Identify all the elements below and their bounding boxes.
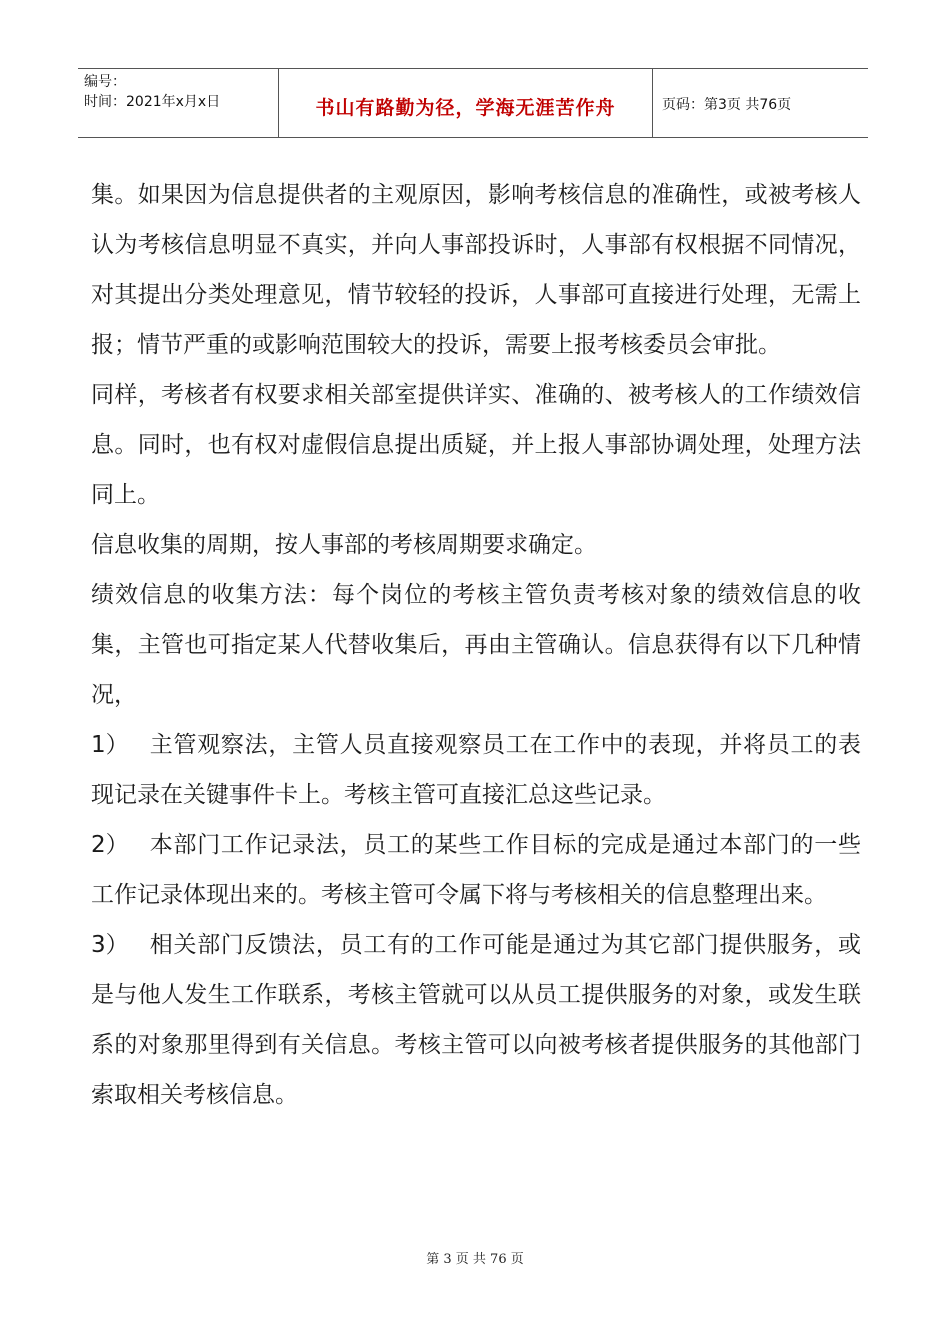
list-item xyxy=(91,820,861,920)
paragraph: 同样，考核者有权要求相关部室提供详实、准确的、被考核人的工作绩效信息。同时，也有权对虚假信息提出质疑，并上报人事部协调处理，处理方法同上。 xyxy=(91,382,861,508)
list-item xyxy=(91,920,861,1120)
header-motto: 书山有路勤为径，学海无涯苦作舟 xyxy=(315,97,616,119)
page-footer: 第 3 页 共 76 页 xyxy=(426,1252,524,1267)
header-page-info: 页码：第3页 共76页 xyxy=(662,97,792,113)
header-motto-cell xyxy=(278,69,653,137)
list-item-number: 2） xyxy=(91,832,129,858)
paragraph: 绩效信息的收集方法：每个岗位的考核主管负责考核对象的绩效信息的收集，主管也可指定某人代替收集后，再由主管确认。信息获得有以下几种情况， xyxy=(91,582,861,708)
document-number-label: 编号： xyxy=(84,74,126,90)
paragraph: 信息收集的周期，按人事部的考核周期要求确定。 xyxy=(91,532,597,558)
page-header xyxy=(78,68,868,138)
list-item-number: 1） xyxy=(91,732,129,758)
list-item-text: 主管观察法，主管人员直接观察员工在工作中的表现，并将员工的表现记录在关键事件卡上。考核主管可直接汇总这些记录。 xyxy=(91,732,861,808)
paragraph: 集。如果因为信息提供者的主观原因，影响考核信息的准确性，或被考核人认为考核信息明显不真实，并向人事部投诉时，人事部有权根据不同情况，对其提出分类处理意见，情节较轻的投诉，人事部可直接进行处理，无需上报；情节严重的或影响范围较大的投诉，需要上报考核委员会审批。 xyxy=(91,182,861,358)
header-meta-cell xyxy=(78,69,278,137)
list-item-text: 本部门工作记录法，员工的某些工作目标的完成是通过本部门的一些工作记录体现出来的。考核主管可令属下将与考核相关的信息整理出来。 xyxy=(91,832,861,908)
header-page-cell xyxy=(652,69,868,137)
document-time-label: 时间：2021年x月x日 xyxy=(84,94,221,110)
document-body xyxy=(91,170,861,1120)
list-item xyxy=(91,720,861,820)
list-item-text: 相关部门反馈法，员工有的工作可能是通过为其它部门提供服务，或是与他人发生工作联系，考核主管就可以从员工提供服务的对象，或发生联系的对象那里得到有关信息。考核主管可以向被考核者提供服务的其他部门索取相关考核信息。 xyxy=(91,932,861,1108)
list-item-number: 3） xyxy=(91,932,129,958)
